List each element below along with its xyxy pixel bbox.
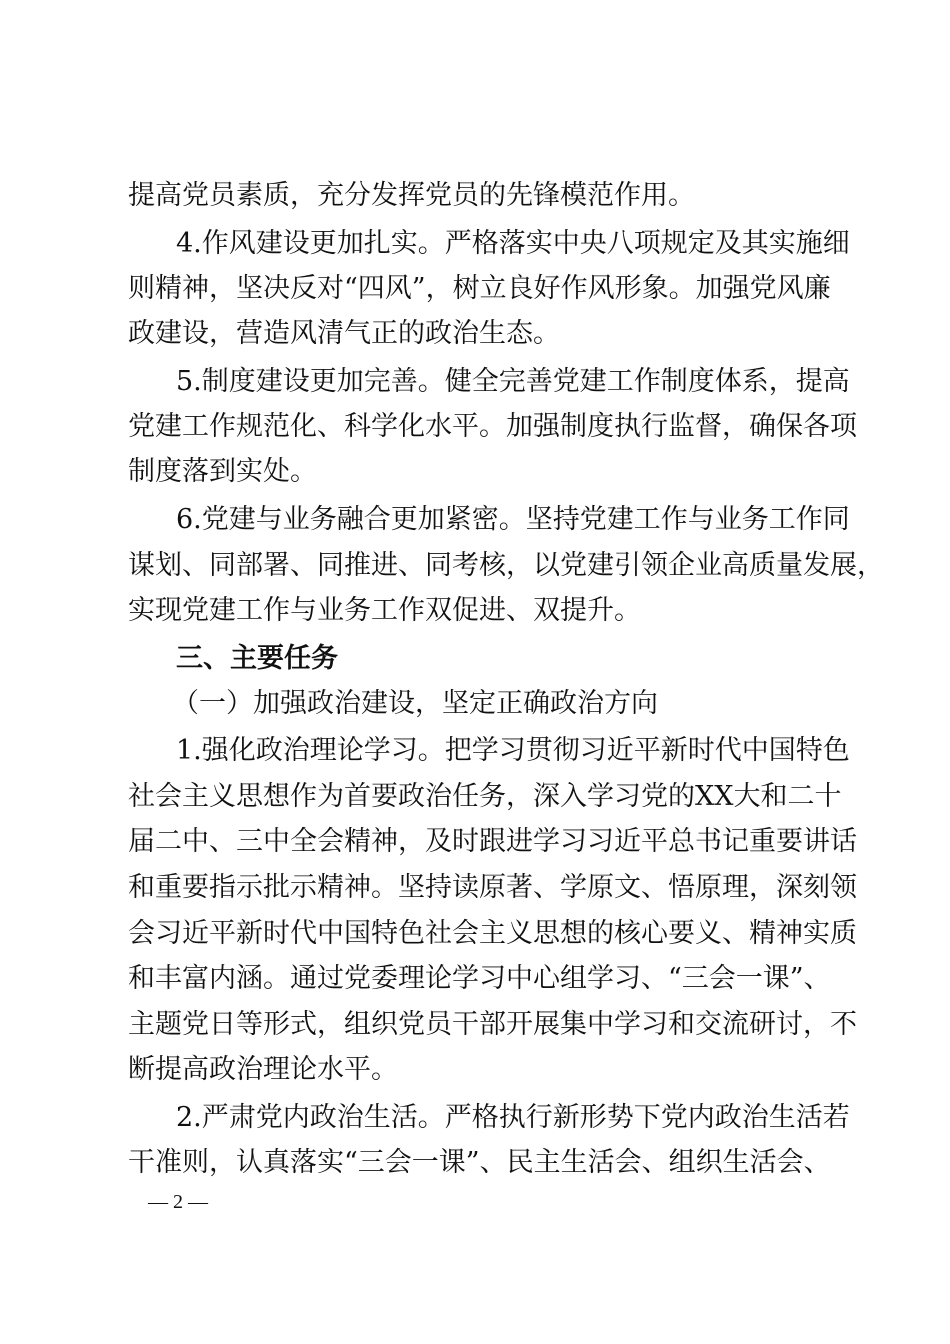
- paragraph-line: 4.作风建设更加扎实。严格落实中央八项规定及其实施细: [176, 228, 850, 259]
- paragraph-line: 主题党日等形式，组织党员干部开展集中学习和交流研讨，不: [128, 1009, 857, 1040]
- paragraph-line: 6.党建与业务融合更加紧密。坚持党建工作与业务工作同: [176, 504, 850, 535]
- paragraph-line: 和重要指示批示精神。坚持读原著、学原文、悟原理，深刻领: [128, 872, 857, 903]
- paragraph-line: 干准则，认真落实“三会一课”、民主生活会、组织生活会、: [128, 1147, 831, 1178]
- paragraph-line: 届二中、三中全会精神，及时跟进学习习近平总书记重要讲话: [128, 826, 857, 857]
- section-heading: 三、主要任务: [176, 643, 338, 674]
- paragraph-line: 和丰富内涵。通过党委理论学习中心组学习、“三会一课”、: [128, 963, 831, 994]
- paragraph-line: 断提高政治理论水平。: [128, 1054, 398, 1085]
- paragraph-line: 谋划、同部署、同推进、同考核，以党建引领企业高质量发展，: [128, 550, 884, 581]
- paragraph-line: 提高党员素质，充分发挥党员的先锋模范作用。: [128, 180, 695, 211]
- paragraph-line: 社会主义思想作为首要政治任务，深入学习党的XX大和二十: [128, 781, 842, 812]
- paragraph-line: 实现党建工作与业务工作双促进、双提升。: [128, 595, 641, 626]
- paragraph-line: 政建设，营造风清气正的政治生态。: [128, 318, 560, 349]
- paragraph-line: 党建工作规范化、科学化水平。加强制度执行监督，确保各项: [128, 411, 857, 442]
- page-number: — 2 —: [148, 1191, 208, 1213]
- paragraph-line: 制度落到实处。: [128, 456, 317, 487]
- paragraph-line: 会习近平新时代中国特色社会主义思想的核心要义、精神实质: [128, 918, 857, 949]
- paragraph-line: 2.严肃党内政治生活。严格执行新形势下党内政治生活若: [176, 1102, 850, 1133]
- paragraph-line: 5.制度建设更加完善。健全完善党建工作制度体系，提高: [176, 366, 850, 397]
- paragraph-line: 则精神，坚决反对“四风”，树立良好作风形象。加强党风廉: [128, 273, 831, 304]
- subsection-heading: （一）加强政治建设，坚定正确政治方向: [172, 688, 658, 719]
- paragraph-line: 1.强化政治理论学习。把学习贯彻习近平新时代中国特色: [176, 735, 850, 766]
